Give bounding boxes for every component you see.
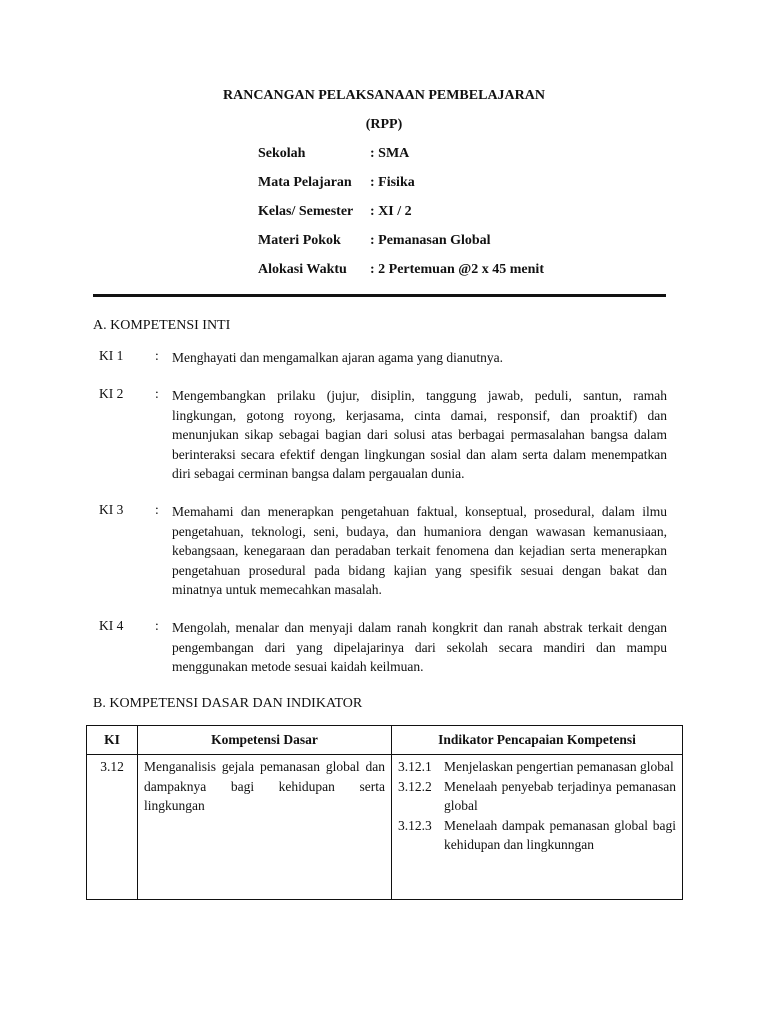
identity-row-school xyxy=(258,146,544,175)
identity-row-class xyxy=(258,204,544,233)
header-divider xyxy=(93,294,666,297)
ki-item-3 xyxy=(99,502,667,602)
ki-colon: : xyxy=(155,618,159,633)
ki-item-4 xyxy=(99,618,667,678)
identity-value: : Pemanasan Global xyxy=(370,233,491,248)
indicator-number: 3.12.2 xyxy=(398,778,432,794)
document-title: RANCANGAN PELAKSANAAN PEMBELAJARAN xyxy=(222,88,545,103)
cell-kd: Menganalisis gejala pemanasan global dan dampaknya bagi kehidupan serta lingkungan xyxy=(138,755,392,900)
indicator-text: Menelaah dampak pemanasan global bagi kehidupan dan lingkunngan xyxy=(444,817,676,852)
identity-value: : XI / 2 xyxy=(370,204,412,219)
ki-item-2 xyxy=(99,386,667,486)
indicator-text: Menelaah penyebab terjadinya pemanasan global xyxy=(444,778,676,813)
ki-code: KI 4 xyxy=(99,618,124,633)
identity-label: Mata Pelajaran xyxy=(258,175,352,190)
cell-indicators xyxy=(392,755,683,900)
document-subtitle: (RPP) xyxy=(365,117,403,132)
indicator-item xyxy=(398,816,676,855)
table-header-row xyxy=(87,726,683,755)
ki-text: Mengolah, menalar dan menyaji dalam ranah kongkrit dan ranah abstrak terkait dengan pengembangan dari yang dipelajarinya dari sekolah secara mandiri dan mampu menggunakan metode sesuai kaidah keilmuan. xyxy=(172,620,667,674)
ki-code: KI 1 xyxy=(99,348,124,363)
table-row xyxy=(87,755,683,900)
ki-colon: : xyxy=(155,348,159,363)
header-ki: KI xyxy=(87,726,138,755)
ki-colon: : xyxy=(155,386,159,401)
identity-row-topic xyxy=(258,233,544,262)
identity-row-time xyxy=(258,262,544,291)
cell-ki: 3.12 xyxy=(87,755,138,900)
identity-block xyxy=(258,146,544,291)
ki-colon: : xyxy=(155,502,159,517)
header-kd: Kompetensi Dasar xyxy=(138,726,392,755)
identity-value: : Fisika xyxy=(370,175,415,190)
identity-label: Kelas/ Semester xyxy=(258,204,354,219)
identity-label: Alokasi Waktu xyxy=(258,262,347,277)
ki-text: Memahami dan menerapkan pengetahuan faktual, konseptual, prosedural, dalam ilmu pengetahuan, teknologi, seni, budaya, dan humaniora dengan wawasan kemanusiaan, kebangsaan, kenegaraan dan peradaban terkait fenomena dan kejadian serta menerapkan pengetahuan prosedural pada bidang kajian yang spesifik sesuai dengan bakat dan minatnya untuk memecahkan masalah. xyxy=(172,504,667,597)
identity-value: : SMA xyxy=(370,146,410,161)
indicator-item xyxy=(398,757,676,777)
indicator-text: Menjelaskan pengertian pemanasan global xyxy=(444,759,674,774)
indicator-item xyxy=(398,777,676,816)
ki-item-1 xyxy=(99,348,667,368)
section-a-heading: A. KOMPETENSI INTI xyxy=(93,318,231,333)
competency-table xyxy=(86,725,683,900)
identity-label: Sekolah xyxy=(258,146,306,161)
header-indicator: Indikator Pencapaian Kompetensi xyxy=(392,726,683,755)
ki-text: Mengembangkan prilaku (jujur, disiplin, tanggung jawab, peduli, santun, ramah lingkungan, gotong royong, kerjasama, cinta damai, responsif, dan proaktif) dan menunjukan sikap sebagai bagian dari solusi atas berbagai permasalahan bangsa dalam berinteraksi secara efektif dengan lingkungan sosial dan alam serta dalam menempatkan diri sebagai cerminan bangsa dalam pergaualan dunia. xyxy=(172,388,667,481)
section-b-heading: B. KOMPETENSI DASAR DAN INDIKATOR xyxy=(93,696,363,711)
indicator-number: 3.12.1 xyxy=(398,759,432,774)
identity-value: : 2 Pertemuan @2 x 45 menit xyxy=(370,262,544,277)
indicator-number: 3.12.3 xyxy=(398,817,432,833)
identity-row-subject xyxy=(258,175,544,204)
ki-code: KI 3 xyxy=(99,502,124,517)
ki-code: KI 2 xyxy=(99,386,124,401)
ki-text: Menghayati dan mengamalkan ajaran agama yang dianutnya. xyxy=(172,350,503,365)
identity-label: Materi Pokok xyxy=(258,233,341,248)
